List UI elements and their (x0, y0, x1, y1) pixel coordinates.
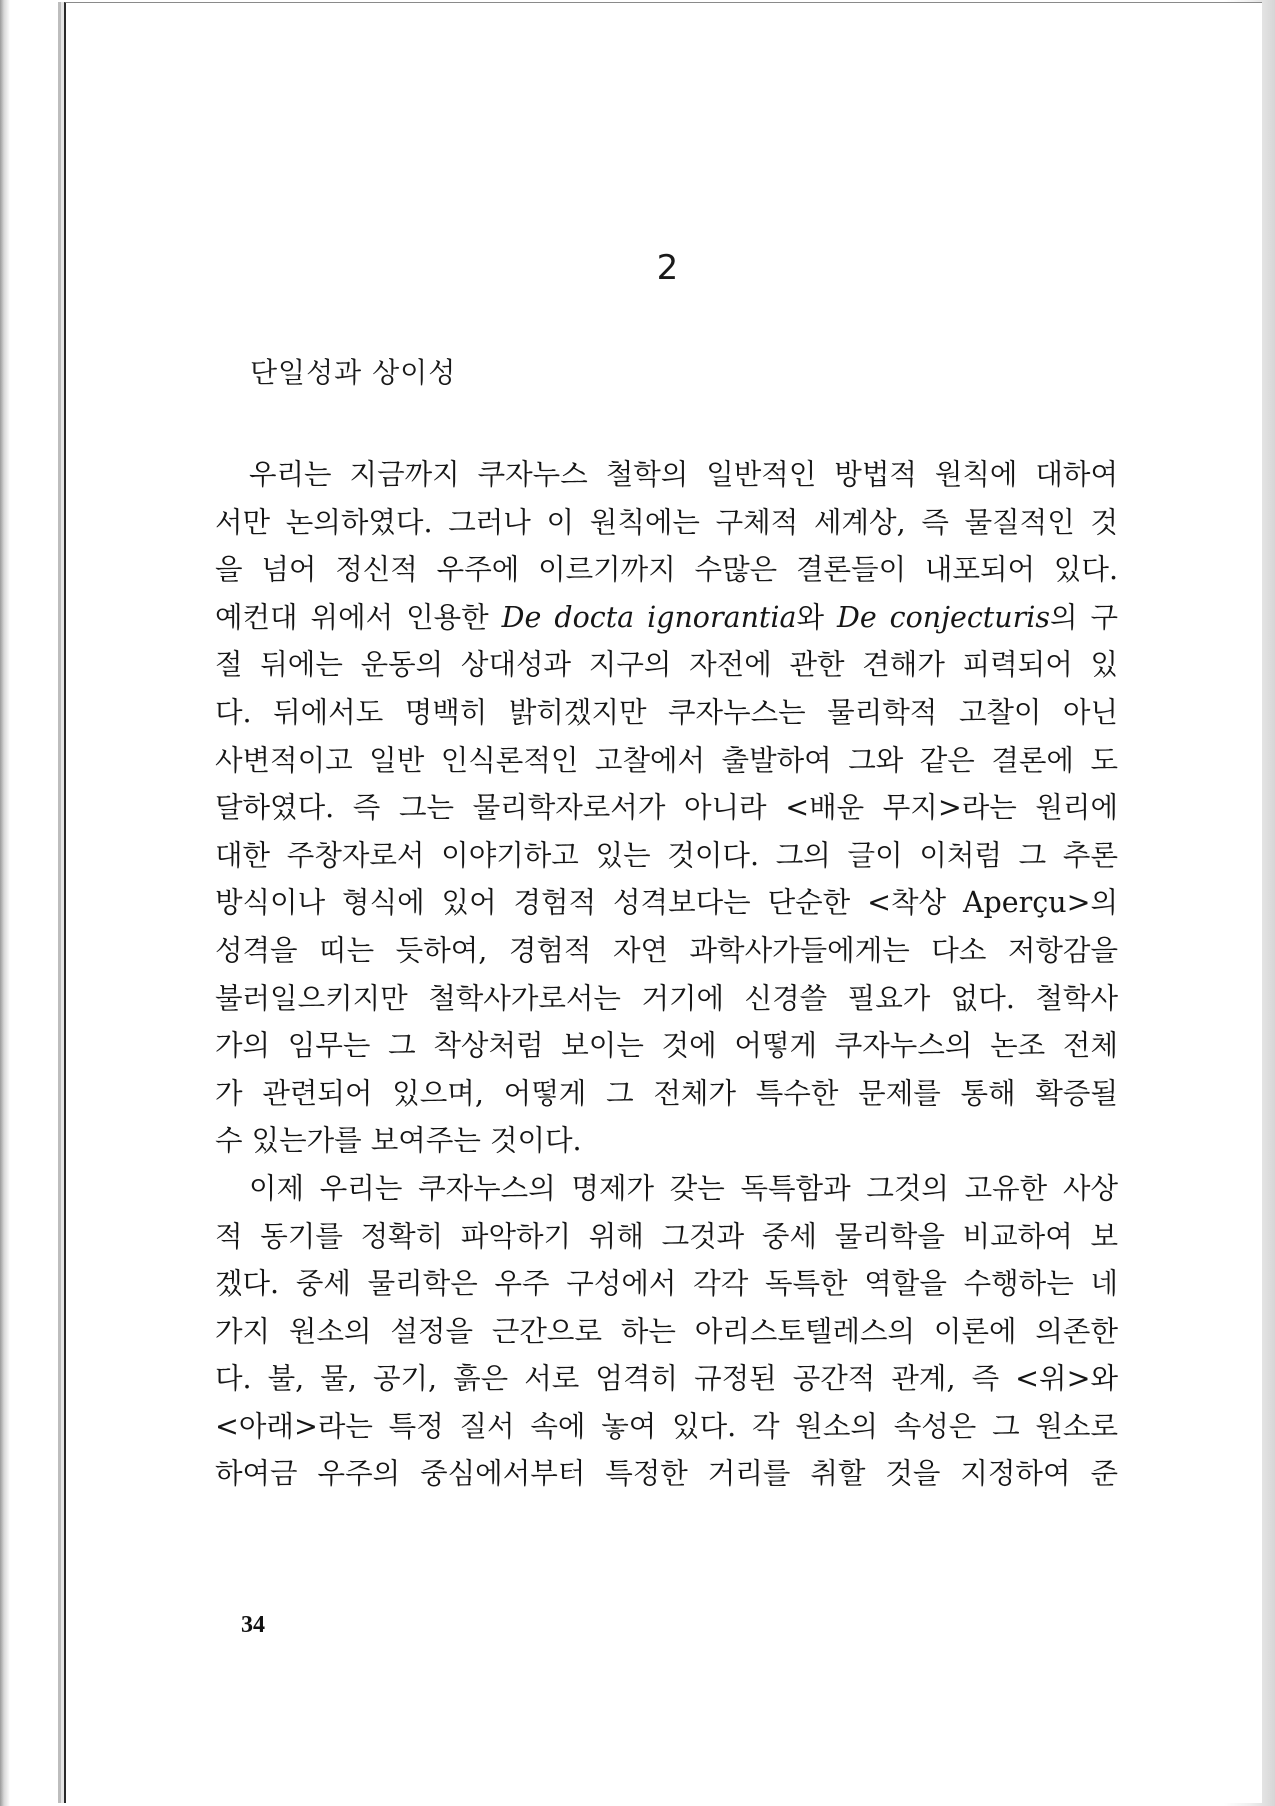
text-line: 절 뒤에는 운동의 상대성과 지구의 자전에 관한 견해가 피력되어 있 (215, 648, 1118, 682)
text-line: 다. 뒤에서도 명백히 밝히겠지만 쿠자누스는 물리학적 고찰이 아닌 (215, 695, 1118, 729)
text-line: 다. 불, 물, 공기, 흙은 서로 엄격히 규정된 공간적 관계, 즉 <위>와 (215, 1362, 1118, 1396)
text-line: 사변적이고 일반 인식론적인 고찰에서 출발하여 그와 같은 결론에 도 (215, 743, 1118, 777)
text-line: 달하였다. 즉 그는 물리학자로서가 아니라 <배운 무지>라는 원리에 (215, 791, 1118, 825)
paragraph-2 (215, 1165, 1118, 1498)
text-line: 가 관련되어 있으며, 어떻게 그 전체가 특수한 문제를 통해 확증될 (215, 1076, 1118, 1110)
text-line: 하여금 우주의 중심에서부터 특정한 거리를 취할 것을 지정하여 준 (215, 1457, 1118, 1491)
text-line: 이제 우리는 쿠자누스의 명제가 갖는 독특함과 그것의 고유한 사상 (249, 1171, 1118, 1205)
text-fragment: 와 (796, 600, 837, 634)
text-line: 불러일으키지만 철학사가로서는 거기에 신경쓸 필요가 없다. 철학사 (215, 981, 1118, 1015)
italic-title: De docta ignorantia (501, 600, 797, 634)
text-line: 겠다. 중세 물리학은 우주 구성에서 각각 독특한 역할을 수행하는 네 (215, 1267, 1118, 1301)
text-line: 수 있는가를 보여주는 것이다. (215, 1124, 582, 1158)
text-fragment: 의 구 (1050, 600, 1119, 634)
text-line: 가지 원소의 설정을 근간으로 하는 아리스토텔레스의 이론에 의존한 (215, 1314, 1118, 1348)
text-line: <아래>라는 특정 질서 속에 놓여 있다. 각 원소의 속성은 그 원소로 (215, 1409, 1118, 1443)
text-line: 성격을 띠는 듯하여, 경험적 자연 과학사가들에게는 다소 저항감을 (215, 933, 1118, 967)
text-line: 가의 임무는 그 착상처럼 보이는 것에 어떻게 쿠자누스의 논조 전체 (215, 1029, 1118, 1063)
text-line: 적 동기를 정확히 파악하기 위해 그것과 중세 물리학을 비교하여 보 (215, 1219, 1118, 1253)
body-text (215, 451, 1118, 1498)
chapter-number: 2 (656, 248, 679, 288)
paragraph-1 (215, 451, 1118, 1165)
page-number: 34 (241, 1612, 265, 1638)
text-fragment: 예컨대 위에서 인용한 (215, 600, 502, 634)
text-line: 서만 논의하였다. 그러나 이 원칙에는 구체적 세계상, 즉 물질적인 것 (215, 505, 1118, 539)
text-line: 우리는 지금까지 쿠자누스 철학의 일반적인 방법적 원칙에 대하여 (249, 458, 1118, 491)
section-title: 단일성과 상이성 (250, 356, 457, 389)
text-line-with-titles (215, 594, 1118, 642)
text-line: 방식이나 형식에 있어 경험적 성격보다는 단순한 <착상 Aperçu>의 (215, 886, 1118, 920)
text-line: 대한 주창자로서 이야기하고 있는 것이다. 그의 글이 이처럼 그 추론 (215, 838, 1118, 872)
italic-title: De conjecturis (837, 600, 1050, 634)
text-line: 을 넘어 정신적 우주에 이르기까지 수많은 결론들이 내포되어 있다. (215, 553, 1118, 587)
